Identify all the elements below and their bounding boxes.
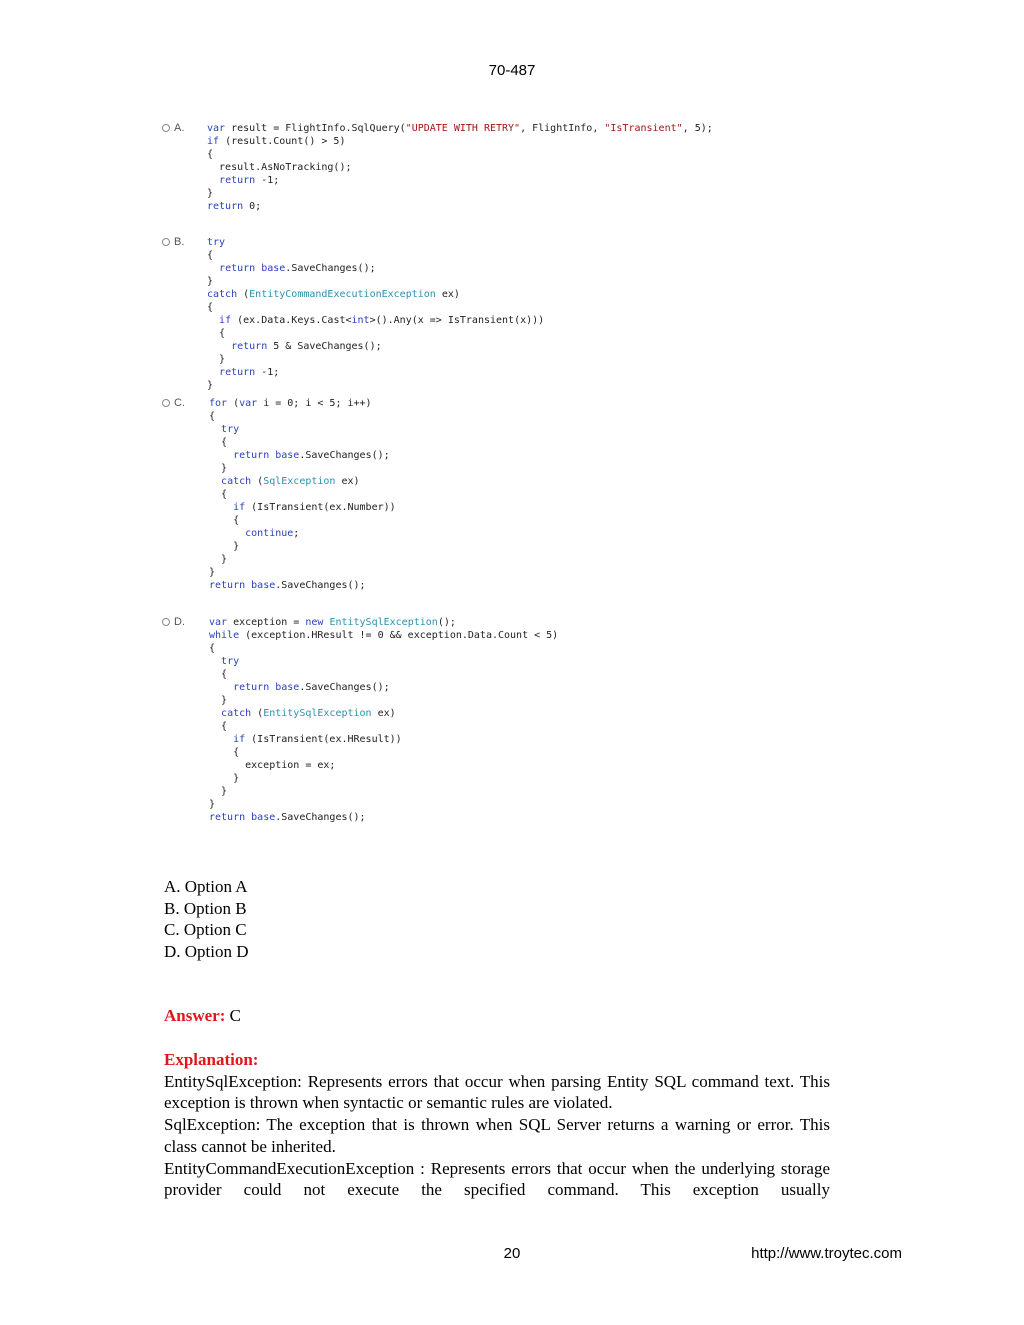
choice-b: B. Option B [164,898,247,918]
footer-url: http://www.troytec.com [751,1245,902,1262]
answer-choices [164,876,249,962]
option-label-b: B. [174,236,185,248]
answer-line [164,1006,241,1026]
explanation-label: Explanation: [164,1050,259,1069]
explanation-paragraph: SqlException: The exception that is thrown when SQL Server returns a warning or error. This class cannot be inherited. [164,1115,830,1156]
answer-label: Answer: [164,1006,226,1025]
choice-d: D. Option D [164,941,249,961]
explanation-paragraph: EntitySqlException: Represents errors that occur when parsing Entity SQL command text. This exception is thrown when syntactic or semantic rules are violated. [164,1071,830,1113]
explanation-paragraph: EntityCommandExecutionException : Represents errors that occur when the underlying storage provider could not execute the specified command. This exception usually [164,1158,830,1200]
code-block-a: var result = FlightInfo.SqlQuery("UPDATE WITH RETRY", FlightInfo, "IsTransient", 5); if (result.Count() > 5) { result.AsNoTracking(); return -1; } return 0; [207,123,713,212]
code-block-b: try { return base.SaveChanges(); } catch (EntityCommandExecutionException ex) { if (ex.Data.Keys.Cast<int>().Any(x => IsTransient(x))) { return 5 & SaveChanges(); } return -1; } [207,237,545,391]
code-block-d: var exception = new EntitySqlException(); while (exception.HResult != 0 && exception.Data.Count < 5) { try { return base.SaveChanges(); } catch (EntitySqlException ex) { if (IsTransient(ex.HResult)) { exception = ex; } } } return base.SaveChanges(); [209,617,559,823]
option-label-c: C. [174,397,185,409]
answer-value: C [229,1006,241,1025]
option-label-a: A. [174,122,185,134]
explanation-section [164,1049,830,1201]
page-header: 70-487 [488,62,536,79]
radio-button-c[interactable] [162,399,170,407]
radio-button-b[interactable] [162,238,170,246]
code-block-c: for (var i = 0; i < 5; i++) { try { return base.SaveChanges(); } catch (SqlException ex) { if (IsTransient(ex.Number)) { continue; } } } return base.SaveChanges(); [209,398,396,591]
choice-c: C. Option C [164,920,247,940]
choice-a: A. Option A [164,877,248,896]
page-number: 20 [503,1245,521,1262]
option-label-d: D. [174,616,185,628]
radio-button-d[interactable] [162,618,170,626]
radio-button-a[interactable] [162,124,170,132]
